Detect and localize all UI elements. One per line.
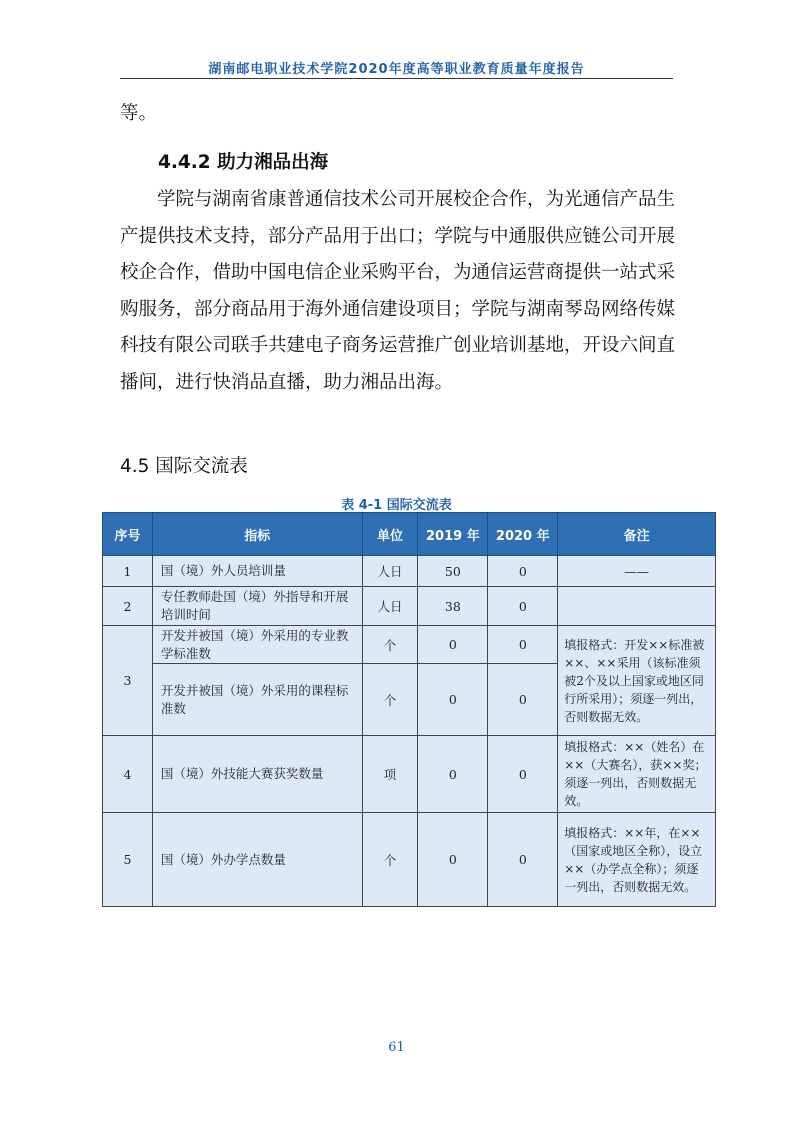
running-header: 湖南邮电职业技术学院2020年度高等职业教育质量年度报告 — [208, 62, 585, 77]
cell-indicator: 开发并被国（境）外采用的专业教学标准数 — [152, 626, 362, 664]
cell-2019: 50 — [418, 556, 488, 587]
cell-2019: 0 — [418, 736, 488, 813]
cell-2020: 0 — [488, 736, 558, 813]
header-rule — [120, 78, 673, 79]
cell-no: 3 — [103, 626, 153, 736]
cell-indicator: 开发并被国（境）外采用的课程标准数 — [152, 664, 362, 736]
section-paragraph — [120, 182, 680, 401]
paragraph-line: 播间，进行快消品直播，助力湘品出海。 — [120, 371, 454, 393]
international-exchange-table — [102, 512, 716, 907]
table-row — [103, 626, 716, 664]
header-2019: 2019 年 — [418, 513, 488, 556]
paragraph-line: 购服务，部分商品用于海外通信建设项目；学院与湖南琴岛网络传媒 — [120, 298, 676, 320]
table-row — [103, 556, 716, 587]
paragraph-line: 学院与湖南省康普通信技术公司开展校企合作，为光通信产品生 — [157, 189, 676, 210]
section-heading-4-5: 4.5 国际交流表 — [120, 456, 248, 477]
header-no: 序号 — [103, 513, 153, 556]
table-row — [103, 813, 716, 907]
table-row — [103, 587, 716, 626]
table-row — [103, 736, 716, 813]
cell-unit: 人日 — [362, 556, 418, 587]
cell-2020: 0 — [488, 813, 558, 907]
cell-no: 4 — [103, 736, 153, 813]
cell-2019: 0 — [418, 626, 488, 664]
cell-note: 填报格式：××（姓名）在××（大赛名），获××奖；须逐一列出，否则数据无效。 — [558, 736, 716, 813]
header-2020: 2020 年 — [488, 513, 558, 556]
table-caption: 表 4-1 国际交流表 — [341, 498, 452, 513]
cell-unit: 项 — [362, 736, 418, 813]
cell-2019: 0 — [418, 813, 488, 907]
cell-no: 1 — [103, 556, 153, 587]
header-note: 备注 — [558, 513, 716, 556]
cell-2019: 38 — [418, 587, 488, 626]
cell-indicator: 专任教师赴国（境）外指导和开展培训时间 — [152, 587, 362, 626]
cell-unit: 人日 — [362, 587, 418, 626]
cell-no: 2 — [103, 587, 153, 626]
cell-note — [558, 587, 716, 626]
cell-2019: 0 — [418, 664, 488, 736]
cell-2020: 0 — [488, 556, 558, 587]
page-number: 61 — [388, 1040, 405, 1055]
cell-note: 填报格式：开发××标准被××、××采用（该标准须被2个及以上国家或地区同行所采用）；须逐一列出，否则数据无效。 — [558, 626, 716, 736]
cell-no: 5 — [103, 813, 153, 907]
cell-note: 填报格式：××年，在××（国家或地区全称），设立××（办学点全称）；须逐一列出，否则数据无效。 — [558, 813, 716, 907]
paragraph-line: 产提供技术支持，部分产品用于出口；学院与中通服供应链公司开展 — [120, 225, 676, 247]
cell-indicator: 国（境）外人员培训量 — [152, 556, 362, 587]
header-unit: 单位 — [362, 513, 418, 556]
intro-line: 等。 — [120, 103, 158, 124]
section-heading-4-4-2: 4.4.2 助力湘品出海 — [158, 152, 329, 173]
cell-indicator: 国（境）外技能大赛获奖数量 — [152, 736, 362, 813]
cell-note: —— — [558, 556, 716, 587]
table-header-row — [103, 513, 716, 556]
cell-2020: 0 — [488, 664, 558, 736]
header-indicator: 指标 — [152, 513, 362, 556]
cell-2020: 0 — [488, 587, 558, 626]
paragraph-line: 校企合作，借助中国电信企业采购平台，为通信运营商提供一站式采 — [120, 262, 676, 283]
cell-unit: 个 — [362, 813, 418, 907]
cell-2020: 0 — [488, 626, 558, 664]
paragraph-line: 科技有限公司联手共建电子商务运营推广创业培训基地，开设六间直 — [120, 335, 676, 356]
cell-unit: 个 — [362, 626, 418, 664]
cell-unit: 个 — [362, 664, 418, 736]
cell-indicator: 国（境）外办学点数量 — [152, 813, 362, 907]
